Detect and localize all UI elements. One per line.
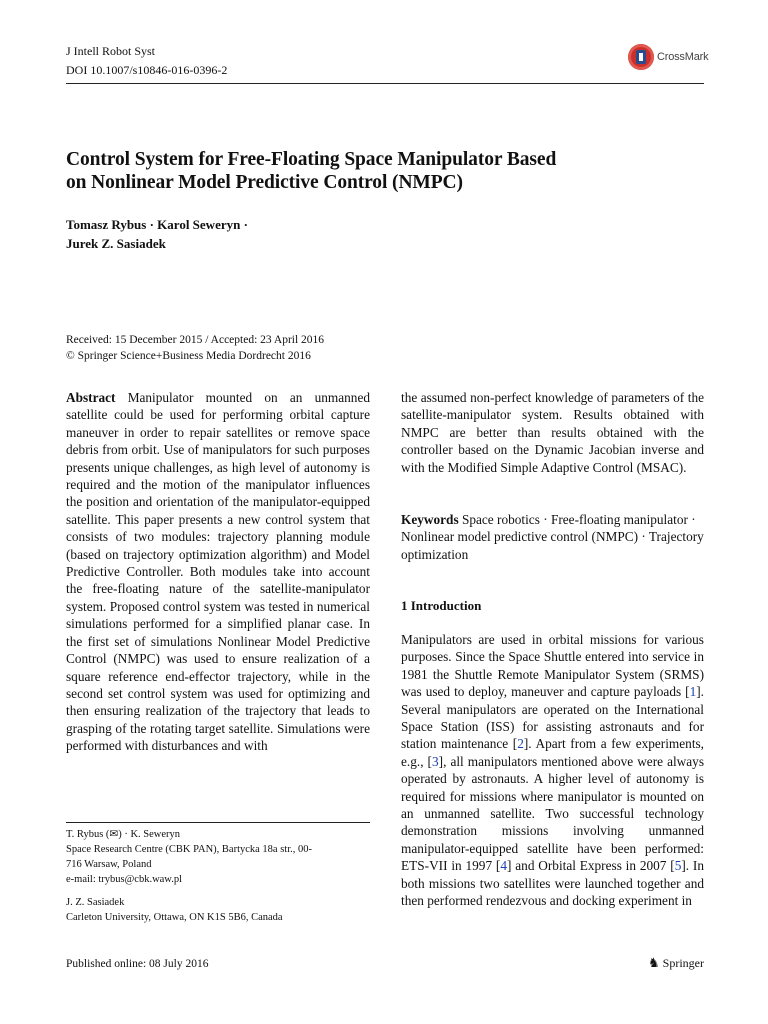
title-line-2: on Nonlinear Model Predictive Control (NMPC) <box>66 172 463 193</box>
published-online: Published online: 08 July 2016 <box>66 958 209 970</box>
header-rule <box>66 83 704 84</box>
publisher-logo <box>648 955 704 971</box>
crossmark-badge[interactable] <box>628 44 708 70</box>
intro-text-2: ]. Several manipulators are operated on the International Space Station (ISS) for assisting astronauts and for station maintenance [ <box>401 684 704 752</box>
authors-line-1: Tomasz Rybus · Karol Seweryn · <box>66 217 248 232</box>
title-line-1: Control System for Free-Floating Space Manipulator Based <box>66 149 557 170</box>
abstract-continued <box>401 389 704 476</box>
abstract <box>66 389 370 755</box>
citation-link[interactable]: 1 <box>689 684 697 700</box>
intro-text-1: Manipulators are used in orbital missions for various purposes. Since the Space Shuttle entered into service in 1981 the Shuttle Remote Manipulator System (SRMS) was used to deploy, maneuver and capture payloads [ <box>401 632 704 700</box>
abstract-label: Abstract <box>66 390 116 405</box>
crossmark-label: CrossMark <box>657 51 709 63</box>
citation-link[interactable]: 5 <box>674 858 682 874</box>
footnote-authors-b: J. Z. Sasiadek <box>66 897 125 908</box>
citation-link[interactable]: 4 <box>500 858 508 874</box>
footnote-affil-a2: 716 Warsaw, Poland <box>66 859 152 870</box>
footnote-authors-a: T. Rybus (✉) · K. Seweryn <box>66 829 181 840</box>
running-header <box>66 42 227 80</box>
article-title <box>66 148 706 194</box>
keywords <box>401 511 704 563</box>
footnote-email[interactable]: e-mail: trybus@cbk.waw.pl <box>66 874 183 885</box>
author-affiliations <box>66 827 370 925</box>
publisher-name: Springer <box>662 955 704 970</box>
citation-link[interactable]: 2 <box>517 736 524 752</box>
authors-line-2: Jurek Z. Sasiadek <box>66 236 166 251</box>
journal-name: J Intell Robot Syst <box>66 44 156 58</box>
intro-text-4: ], all manipulators mentioned above were always operated by astronauts. A higher level of autonomy is required for missions where manipulator is mounted on an unmanned satellite. Two successful technology demonstration missions involving unmanned manipulator-equipped satellite have been performed: ETS-VII in 1997 [ <box>401 753 704 874</box>
keywords-label: Keywords <box>401 512 459 527</box>
keywords-text: Space robotics · Free-floating manipulator · Nonlinear model predictive control (NMPC) · Trajectory optimization <box>401 512 704 562</box>
abstract-continued-text: the assumed non-perfect knowledge of parameters of the satellite-manipulator system. Results obtained with NMPC are better than results obtained with the controller based on the Dynamic Jacobian inverse and with the Modified Simple Adaptive Control (MSAC). <box>401 390 704 475</box>
footnote-rule <box>66 822 370 823</box>
intro-text-6: ]. In both missions two satellites were launched together and then performed rendezvous and docking experiment in <box>401 858 704 909</box>
received-accepted: Received: 15 December 2015 / Accepted: 23 April 2016 <box>66 334 325 346</box>
footnote-affil-a1: Space Research Centre (CBK PAN), Bartycka 18a str., 00- <box>66 844 313 855</box>
section-heading-introduction: 1 Introduction <box>401 598 482 613</box>
copyright: © Springer Science+Business Media Dordrecht 2016 <box>66 350 311 362</box>
abstract-text: Manipulator mounted on an unmanned satellite could be used for performing orbital capture maneuver in order to repair satellites or remove space debris from orbit. Use of manipulators for such purposes presents unique challenges, as high level of autonomy is required and the motion of the manipulator influences the position and orientation of the manipulator-equipped satellite. This paper presents a new control system that consists of two modules: trajectory planning module (based on trajectory optimization algorithm) and Model Predictive Controller. Both modules take into account the free-floating nature of the satellite-manipulator system. Proposed control system was tested in numerical simulations performed for a simplified planar case. In the first set of simulations Nonlinear Model Predictive Control (NMPC) was used to ensure realization of a square reference end-effector trajectory, while in the second set control system was used for optimizing and then ensuring realization of the trajectory that leads to grasping of the rotating target satellite. Simulations were performed with disturbances and with <box>66 390 370 754</box>
intro-text-3: ]. Apart from a few experiments, e.g., [ <box>401 736 705 769</box>
introduction-paragraph <box>401 631 704 910</box>
intro-text-5: ] and Orbital Express in 2007 [ <box>507 858 675 874</box>
springer-horse-icon: ♞ <box>648 955 660 970</box>
crossmark-icon <box>628 44 654 70</box>
footnote-affil-b: Carleton University, Ottawa, ON K1S 5B6, Canada <box>66 912 283 923</box>
doi[interactable]: DOI 10.1007/s10846-016-0396-2 <box>66 63 228 77</box>
article-history <box>66 332 324 364</box>
authors <box>66 215 248 253</box>
citation-link[interactable]: 3 <box>432 753 439 769</box>
